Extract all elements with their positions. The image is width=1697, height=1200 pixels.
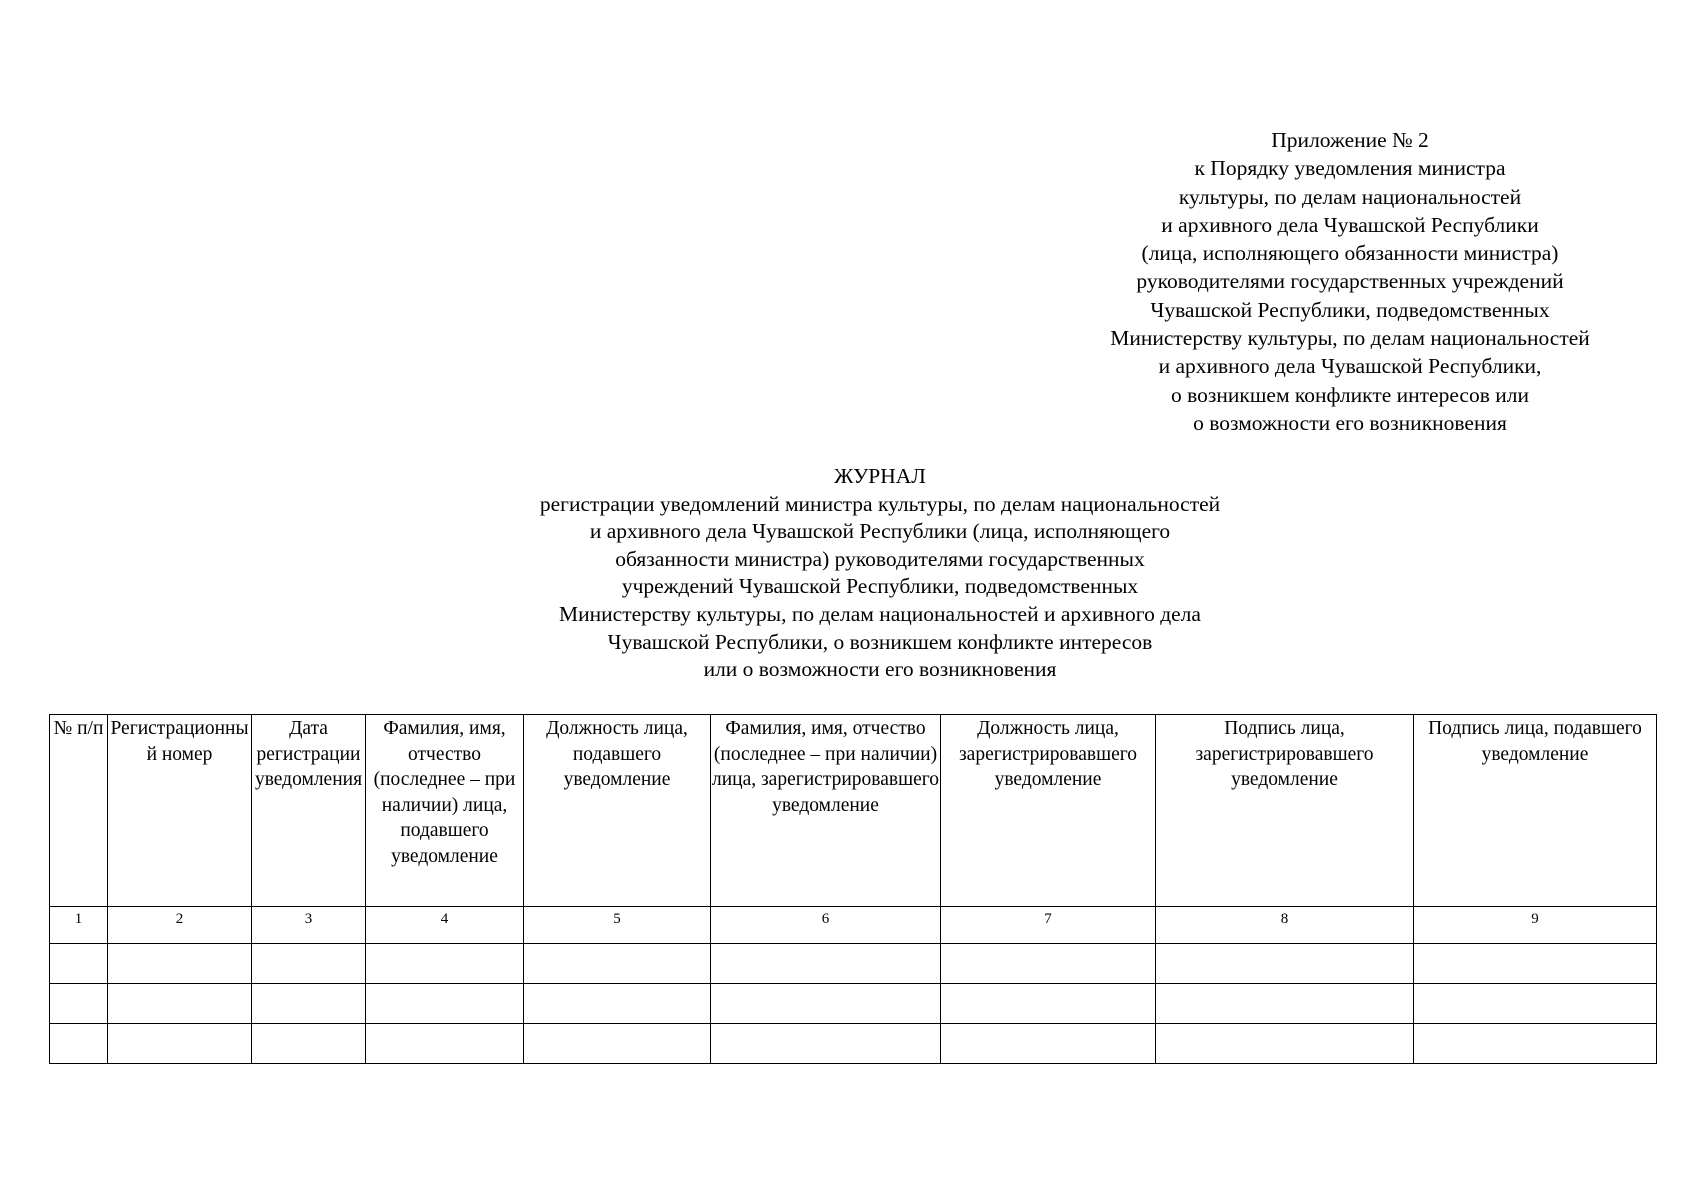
table-cell [252,984,366,1024]
table-cell [50,984,108,1024]
appendix-line: культуры, по делам национальностей [1178,184,1522,209]
table-header-row [50,715,1657,907]
journal-line: или о возможности его возникновения [703,657,1057,682]
column-number: 5 [524,907,711,944]
appendix-line: и архивного дела Чувашской Республики [1161,212,1539,237]
table-cell [50,1024,108,1064]
header-registrar-position: Должность лица, зарегистрировавшего уведомление [941,715,1156,907]
table-cell [711,984,941,1024]
table-cell [941,1024,1156,1064]
header-submitter-signature: Подпись лица, подавшего уведомление [1414,715,1657,907]
appendix-line: Приложение № 2 [1271,128,1429,152]
table-cell [1414,1024,1657,1064]
journal-heading [430,463,1330,684]
column-number: 9 [1414,907,1657,944]
table-cell [524,1024,711,1064]
column-number: 6 [711,907,941,944]
appendix-line: Министерству культуры, по делам национальностей [1110,326,1590,351]
table-cell [108,984,252,1024]
header-number: № п/п [50,715,108,907]
table-cell [711,944,941,984]
header-registration-number: Регистрационный номер [108,715,252,907]
journal-title: ЖУРНАЛ [834,464,926,488]
journal-line: и архивного дела Чувашской Республики (лица, исполняющего [589,519,1171,544]
table-cell [941,984,1156,1024]
table-row [50,944,1657,984]
journal-line: регистрации уведомлений министра культуры, по делам национальностей [539,491,1221,516]
appendix-line: руководителями государственных учреждений [1136,269,1564,294]
registration-table [49,714,1657,1064]
table-cell [1156,1024,1414,1064]
appendix-line: к Порядку уведомления министра [1194,156,1506,181]
journal-line: учреждений Чувашской Республики, подведомственных [621,574,1139,599]
column-number: 4 [366,907,524,944]
header-submitter-name: Фамилия, имя, отчество (последнее – при наличии) лица, подавшего уведомление [366,715,524,907]
table-cell [1156,944,1414,984]
header-registrar-signature: Подпись лица, зарегистрировавшего уведомление [1156,715,1414,907]
table-cell [941,944,1156,984]
header-registration-date: Дата регистрации уведомления [252,715,366,907]
column-number: 2 [108,907,252,944]
journal-line: Чувашской Республики, о возникшем конфликте интересов [607,629,1153,654]
header-registrar-name: Фамилия, имя, отчество (последнее – при наличии) лица, зарегистрировавшего уведомление [711,715,941,907]
table-cell [108,944,252,984]
appendix-block [1045,126,1655,437]
table-cell [366,984,524,1024]
table-cell [524,944,711,984]
column-number: 8 [1156,907,1414,944]
journal-line: обязанности министра) руководителями государственных [615,546,1145,571]
table-cell [1414,944,1657,984]
table-cell [108,1024,252,1064]
column-number-row [50,907,1657,944]
table-cell [252,1024,366,1064]
column-number: 1 [50,907,108,944]
appendix-line: о возникшем конфликте интересов или [1171,382,1529,407]
appendix-line: и архивного дела Чувашской Республики, [1158,354,1542,379]
table-cell [50,944,108,984]
appendix-line: о возможности его возникновения [1193,410,1507,435]
table-cell [252,944,366,984]
appendix-line: Чувашской Республики, подведомственных [1150,297,1550,322]
appendix-line: (лица, исполняющего обязанности министра) [1141,241,1559,266]
table-cell [366,1024,524,1064]
journal-line: Министерству культуры, по делам национальностей и архивного дела [559,601,1201,626]
table-cell [524,984,711,1024]
header-submitter-position: Должность лица, подавшего уведомление [524,715,711,907]
table-row [50,1024,1657,1064]
table-row [50,984,1657,1024]
table-cell [1414,984,1657,1024]
column-number: 7 [941,907,1156,944]
table-cell [366,944,524,984]
table-cell [1156,984,1414,1024]
table-cell [711,1024,941,1064]
column-number: 3 [252,907,366,944]
